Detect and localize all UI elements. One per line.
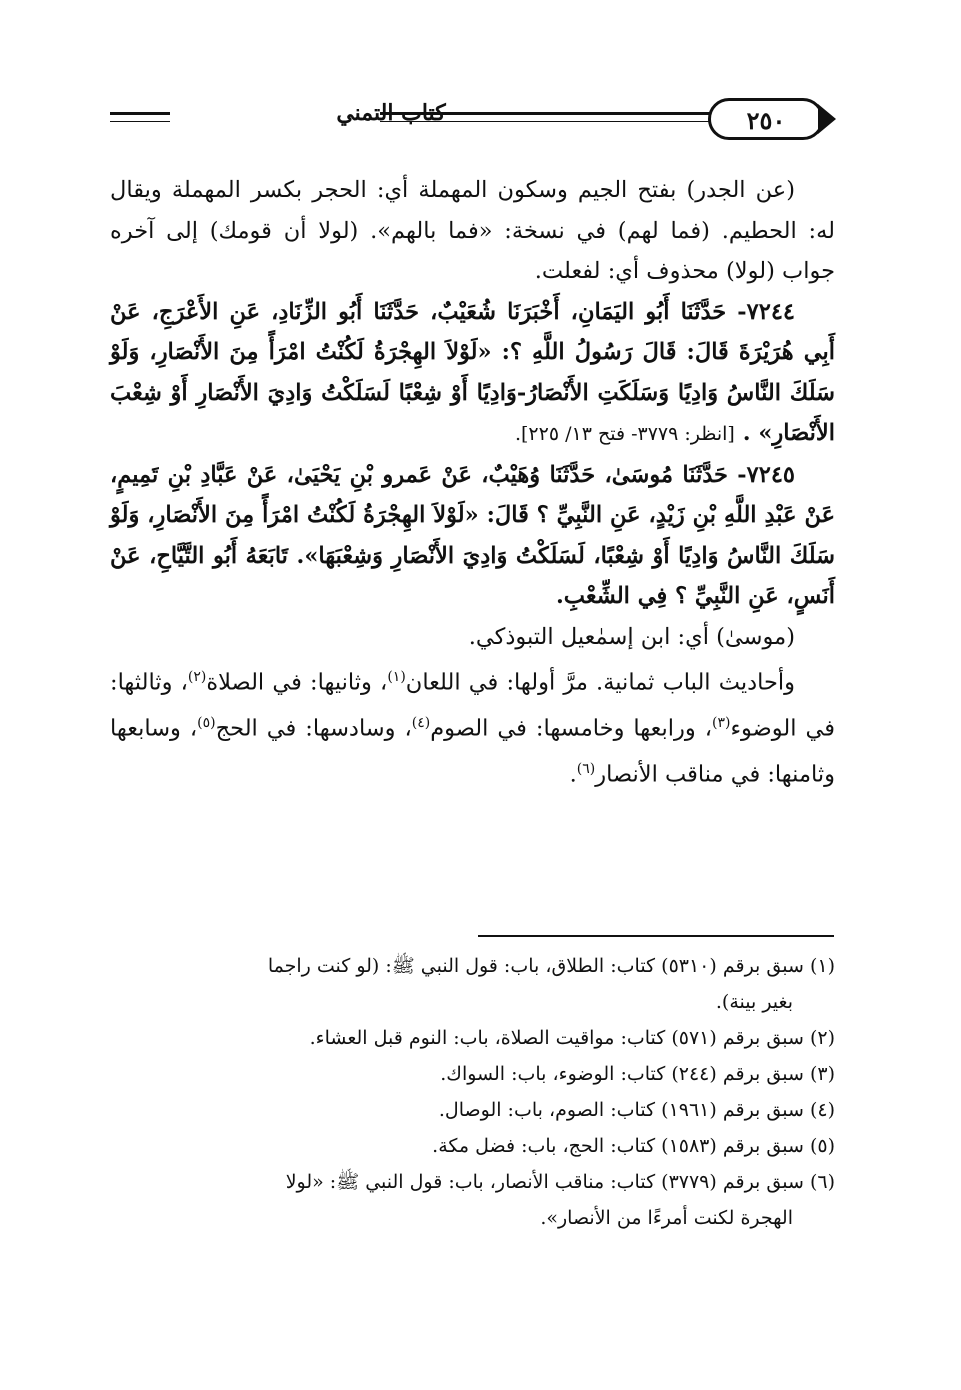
- footnote-ref[interactable]: (٢): [187, 669, 207, 685]
- footnote-text: سبق برقم (١٩٦١) كتاب: الصوم، باب: الوصال.: [438, 1099, 804, 1121]
- footnote-item: [110, 1128, 835, 1164]
- main-text: [110, 170, 835, 795]
- footnotes: [110, 948, 835, 1236]
- header-rule-left-top: [110, 112, 170, 115]
- footnote-item: [110, 1056, 835, 1092]
- footnote-item: [110, 1020, 835, 1056]
- header-rule-center-bottom: [380, 121, 710, 122]
- footnote-text: سبق برقم (٣٧٧٩) كتاب: مناقب الأنصار، باب: قول النبي ﷺ: «لولا: [285, 1171, 804, 1193]
- page-number: ٢٥٠: [746, 106, 786, 135]
- footnote-ref[interactable]: (٥): [197, 715, 216, 731]
- badge-arrow-icon: [818, 104, 836, 134]
- footnote-ref[interactable]: (٦): [576, 761, 596, 777]
- summary-part: .: [569, 761, 577, 788]
- book-title: كتاب التمني: [336, 100, 446, 126]
- commentary-musa: (موسىٰ) أي: ابن إسمٰعيل التبوذكي.: [468, 623, 795, 650]
- footnote-ref[interactable]: (١): [387, 669, 406, 685]
- summary-part: وأحاديث الباب ثمانية. مرَّ أولها: في اللعان: [405, 669, 795, 696]
- summary-part: ، ورابعها وخامسها: في الصوم: [430, 715, 712, 742]
- footnote-number: (٢): [809, 1027, 835, 1049]
- footnote-number: (٤): [809, 1099, 835, 1121]
- header-rule-left-bottom: [110, 121, 170, 122]
- footnote-number: (٥): [809, 1135, 835, 1157]
- summary-part: ، وثالثها: في الوضوء: [110, 669, 835, 742]
- summary-part: ، وثانيها: في الصلاة: [206, 669, 388, 696]
- hadith-7244: [110, 292, 835, 455]
- footnote-number: (٦): [809, 1171, 835, 1193]
- hadith-7245: ٧٢٤٥- حَدَّثَنَا مُوسَىٰ، حَدَّثَنَا وُهَيْبٌ، عَنْ عَمرو بْنِ يَحْيَىٰ، عَنْ عَبَّادِ بْنِ تَمِيمٍ، عَنْ عَبْدِ اللَّهِ بْنِ زَيْدٍ، عَنِ النَّبِيِّ ؟ قَالَ: «لَوْلاَ الهِجْرَةُ لَكُنْتُ امْرَأً مِنَ الأَنْصَارِ، وَلَوْ سَلَكَ النَّاسُ وَادِيًا أَوْ شِعْبًا، لَسَلَكْتُ وَادِيَ الأَنْصَارِ وَشِعْبَهَا». تَابَعَهُ أَبُو التَّيَّاحِ، عَنْ أَنَسٍ، عَنِ النَّبِيِّ ؟ فِي الشِّعْبِ.: [110, 461, 835, 609]
- footnote-divider: [478, 935, 834, 937]
- footnote-text: سبق برقم (٥٧١) كتاب: مواقيت الصلاة، باب: النوم قبل العشاء.: [309, 1027, 804, 1049]
- footnote-number: (١): [809, 955, 835, 977]
- header-rule-center-top: [380, 112, 710, 115]
- footnote-ref[interactable]: (٣): [712, 715, 731, 731]
- page-number-badge: [708, 98, 824, 140]
- hadith-7244-reference: [انظر: ٣٧٧٩- فتح ١٣/ ٢٢٥].: [514, 423, 735, 445]
- summary-part: ، وسادسها: في الحج: [215, 715, 412, 742]
- footnote-item: [110, 948, 835, 1020]
- footnote-ref[interactable]: (٤): [411, 715, 431, 731]
- footnote-number: (٣): [809, 1063, 835, 1085]
- footnote-text: سبق برقم (١٥٨٣) كتاب: الحج، باب: فضل مكة.: [432, 1135, 804, 1157]
- summary-part: ، وسابعها وثامنها: في مناقب الأنصار: [110, 715, 835, 788]
- chapter-hadith-summary: [110, 657, 835, 795]
- footnote-text: سبق برقم (٥٣١٠) كتاب: الطلاق، باب: قول النبي ﷺ: (لو كنت راجما: [267, 955, 804, 977]
- hadith-7244-text: ٧٢٤٤- حَدَّثَنَا أَبُو اليَمَانِ، أَخْبَرَنَا شُعَيْبٌ، حَدَّثَنَا أَبُو الزِّنَادِ، عَنِ الأَعْرَجِ، عَنْ أَبِي هُرَيْرَةَ قَالَ: قَالَ رَسُولُ اللَّهِ ؟: «لَوْلاَ الهِجْرَةُ لَكُنْتُ امْرَأً مِنَ الأَنْصَارِ، وَلَوْ سَلَكَ النَّاسُ وَادِيًا وَسَلَكَتِ الأَنْصَارُ-وَادِيًا أَوْ شِعْبًا لَسَلَكْتُ وَادِيَ الأَنْصَارِ أَوْ شِعْبَ الأَنْصَارِ» .: [110, 298, 835, 446]
- footnote-text-continued: الهجرة لكنت أمرءًا من الأنصار».: [540, 1207, 793, 1229]
- footnote-item: [110, 1092, 835, 1128]
- page-header: [110, 92, 830, 152]
- commentary-paragraph: (عن الجدر) بفتح الجيم وسكون المهملة أي: الحجر بكسر المهملة ويقال له: الحطيم. (فما لهم) في نسخة: «فما بالهم». (لولا أن قومك) إلى آخره جواب (لولا) محذوف أي: لفعلت.: [110, 177, 835, 284]
- footnote-text-continued: بغير بينة).: [715, 991, 793, 1013]
- footnote-item: [110, 1164, 835, 1236]
- footnote-text: سبق برقم (٢٤٤) كتاب: الوضوء، باب: السواك.: [440, 1063, 804, 1085]
